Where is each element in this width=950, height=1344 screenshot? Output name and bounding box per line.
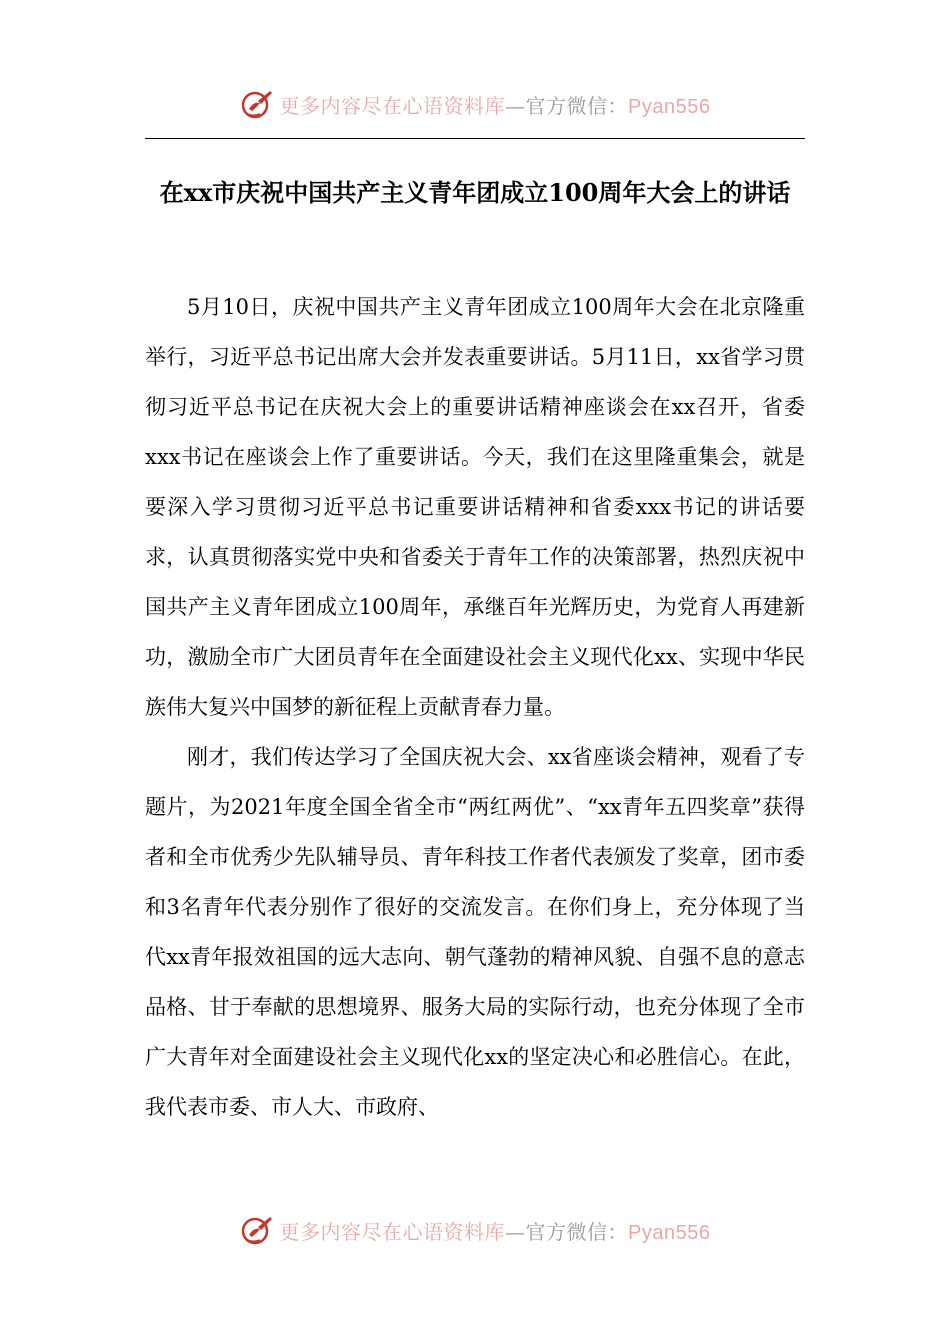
header-divider — [145, 138, 805, 139]
header-banner-text — [280, 90, 711, 119]
header-official-text: —官方微信： — [505, 93, 629, 118]
footer-banner — [0, 1210, 950, 1250]
header-site-text: 更多内容尽在心语资料库 — [279, 93, 506, 118]
document-title: 在xx市庆祝中国共产主义青年团成立100周年大会上的讲话 — [159, 178, 791, 207]
pen-circle-logo-icon — [240, 1213, 274, 1247]
footer-site-text: 更多内容尽在心语资料库 — [279, 1219, 506, 1244]
document-body — [145, 282, 805, 1132]
footer-official-text: —官方微信： — [505, 1219, 629, 1244]
body-paragraph: 刚才，我们传达学习了全国庆祝大会、xx省座谈会精神，观看了专题片，为2021年度全国全省全市“两红两优”、“xx青年五四奖章”获得者和全市优秀少先队辅导员、青年科技工作者代表颁发了奖章，团市委和3名青年代表分别作了很好的交流发言。在你们身上，充分体现了当代xx青年报效祖国的远大志向、朝气蓬勃的精神风貌、自强不息的意志品格、甘于奉献的思想境界、服务大局的实际行动，也充分体现了全市广大青年对全面建设社会主义现代化xx的坚定决心和必胜信心。在此，我代表市委、市人大、市政府、 — [145, 745, 805, 1119]
body-paragraph: 5月10日，庆祝中国共产主义青年团成立100周年大会在北京隆重举行，习近平总书记出席大会并发表重要讲话。5月11日，xx省学习贯彻习近平总书记在庆祝大会上的重要讲话精神座谈会在xx召开，省委xxx书记在座谈会上作了重要讲话。今天，我们在这里隆重集会，就是要深入学习贯彻习近平总书记重要讲话精神和省委xxx书记的讲话要求，认真贯彻落实党中央和省委关于青年工作的决策部署，热烈庆祝中国共产主义青年团成立100周年，承继百年光辉历史，为党育人再建新功，激励全市广大团员青年在全面建设社会主义现代化xx、实现中华民族伟大复兴中国梦的新征程上贡献青春力量。 — [145, 295, 805, 719]
pen-circle-logo-icon — [240, 87, 274, 121]
footer-wechat-id: Pyan556 — [628, 1221, 711, 1244]
header-banner — [0, 84, 950, 124]
footer-banner-text — [280, 1216, 711, 1245]
header-wechat-id: Pyan556 — [628, 95, 711, 118]
